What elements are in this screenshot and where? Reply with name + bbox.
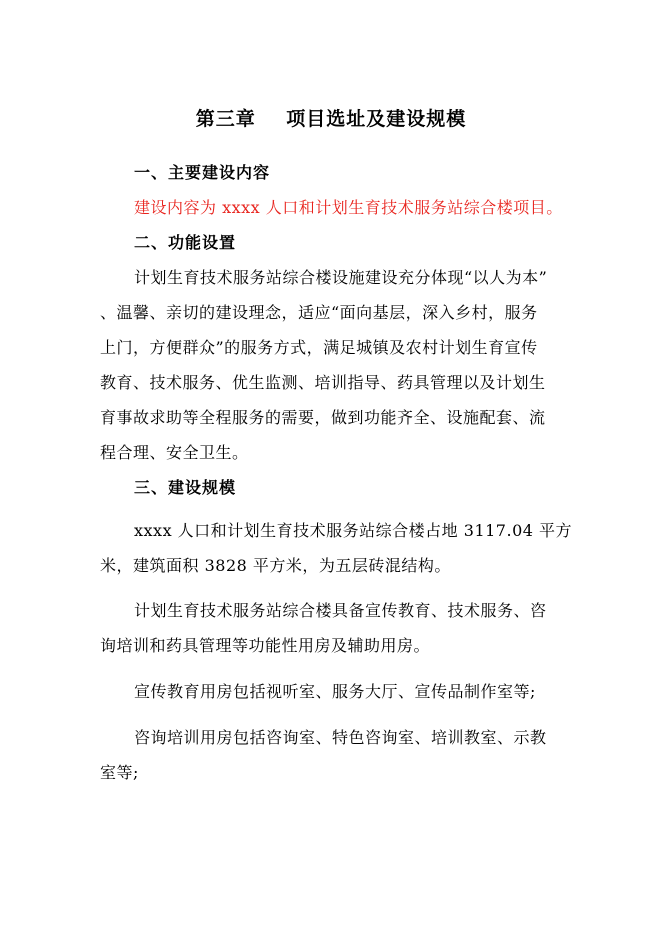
section3-para4-line: 室等; bbox=[100, 763, 139, 782]
section3-para1-line: xxxx 人口和计划生育技术服务站综合楼占地 3117.04 平方 bbox=[134, 521, 573, 540]
section-heading-function: 二、功能设置 bbox=[134, 233, 237, 252]
section2-line: 教育、技术服务、优生监测、培训指导、药具管理以及计划生 bbox=[100, 373, 546, 392]
section2-line: 上门，方便群众”的服务方式，满足城镇及农村计划生育宣传 bbox=[100, 338, 538, 357]
section1-body-red: 建设内容为 xxxx 人口和计划生育技术服务站综合楼项目。 bbox=[134, 198, 563, 217]
section2-line: 育事故求助等全程服务的需要，做到功能齐全、设施配套、流 bbox=[100, 408, 546, 427]
section-heading-main-content: 一、主要建设内容 bbox=[134, 163, 271, 182]
section2-line: 程合理、安全卫生。 bbox=[100, 443, 249, 462]
section3-para1-line: 米，建筑面积 3828 平方米，为五层砖混结构。 bbox=[100, 556, 451, 575]
section-heading-scale: 三、建设规模 bbox=[134, 478, 237, 497]
chapter-title: 第三章 项目选址及建设规模 bbox=[195, 108, 467, 130]
section3-para2-line: 计划生育技术服务站综合楼具备宣传教育、技术服务、咨 bbox=[134, 601, 547, 620]
section3-para2-line: 询培训和药具管理等功能性用房及辅助用房。 bbox=[100, 636, 431, 655]
section3-para4-line: 咨询培训用房包括咨询室、特色咨询室、培训教室、示教 bbox=[134, 728, 547, 747]
section3-para3-line: 宣传教育用房包括视听室、服务大厅、宣传品制作室等; bbox=[134, 682, 536, 701]
section2-line: 、温馨、亲切的建设理念，适应“面向基层，深入乡村，服务 bbox=[100, 303, 538, 322]
section2-line: 计划生育技术服务站综合楼设施建设充分体现“以人为本” bbox=[134, 268, 548, 287]
